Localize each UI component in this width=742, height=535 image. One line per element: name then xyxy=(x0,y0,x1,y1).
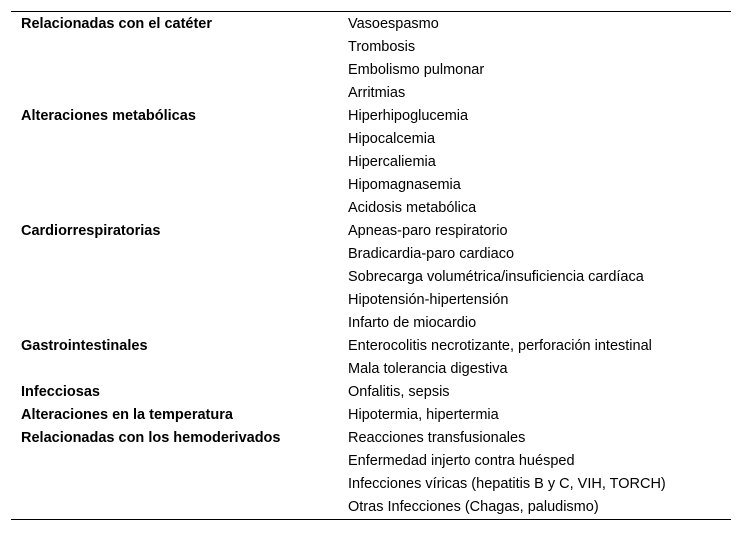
item-cell: Enterocolitis necrotizante, perforación intestinal xyxy=(348,337,652,354)
table-row xyxy=(11,495,731,518)
category-cell: Cardiorrespiratorias xyxy=(21,222,161,239)
table-row xyxy=(11,12,731,35)
item-cell: Hipomagnasemia xyxy=(348,176,461,193)
item-cell: Mala tolerancia digestiva xyxy=(348,360,508,377)
category-cell: Relacionadas con los hemoderivados xyxy=(21,429,281,446)
complications-table xyxy=(11,11,731,520)
table-row xyxy=(11,403,731,426)
item-cell: Enfermedad injerto contra huésped xyxy=(348,452,575,469)
item-cell: Hipercaliemia xyxy=(348,153,436,170)
category-cell: Infecciosas xyxy=(21,383,100,400)
item-cell: Arritmias xyxy=(348,84,406,101)
table-row xyxy=(11,426,731,449)
table-row xyxy=(11,219,731,242)
item-cell: Hiperhipoglucemia xyxy=(348,107,469,124)
table-row xyxy=(11,35,731,58)
table-row xyxy=(11,104,731,127)
table-row xyxy=(11,242,731,265)
item-cell: Infarto de miocardio xyxy=(348,314,477,331)
item-cell: Embolismo pulmonar xyxy=(348,61,485,78)
item-cell: Onfalitis, sepsis xyxy=(348,383,450,400)
item-cell: Otras Infecciones (Chagas, paludismo) xyxy=(348,498,599,515)
item-cell: Hipotermia, hipertermia xyxy=(348,406,499,423)
item-cell: Sobrecarga volumétrica/insuficiencia cardíaca xyxy=(348,268,644,285)
table-row xyxy=(11,173,731,196)
table-row xyxy=(11,449,731,472)
item-cell: Hipotensión-hipertensión xyxy=(348,291,509,308)
table-row xyxy=(11,150,731,173)
table-row xyxy=(11,311,731,334)
item-cell: Hipocalcemia xyxy=(348,130,436,147)
table-row xyxy=(11,81,731,104)
table-row xyxy=(11,357,731,380)
table-row xyxy=(11,288,731,311)
table-row xyxy=(11,265,731,288)
item-cell: Bradicardia-paro cardiaco xyxy=(348,245,515,262)
table-row xyxy=(11,380,731,403)
table-row xyxy=(11,58,731,81)
item-cell: Acidosis metabólica xyxy=(348,199,477,216)
item-cell: Apneas-paro respiratorio xyxy=(348,222,508,239)
table-row xyxy=(11,472,731,495)
item-cell: Vasoespasmo xyxy=(348,15,439,32)
item-cell: Infecciones víricas (hepatitis B y C, VIH, TORCH) xyxy=(348,475,666,492)
category-cell: Alteraciones metabólicas xyxy=(21,107,196,124)
table-row xyxy=(11,127,731,150)
category-cell: Relacionadas con el catéter xyxy=(21,15,212,32)
item-cell: Trombosis xyxy=(348,38,416,55)
table-row xyxy=(11,196,731,219)
category-cell: Gastrointestinales xyxy=(21,337,148,354)
item-cell: Reacciones transfusionales xyxy=(348,429,526,446)
category-cell: Alteraciones en la temperatura xyxy=(21,406,233,423)
table-row xyxy=(11,334,731,357)
